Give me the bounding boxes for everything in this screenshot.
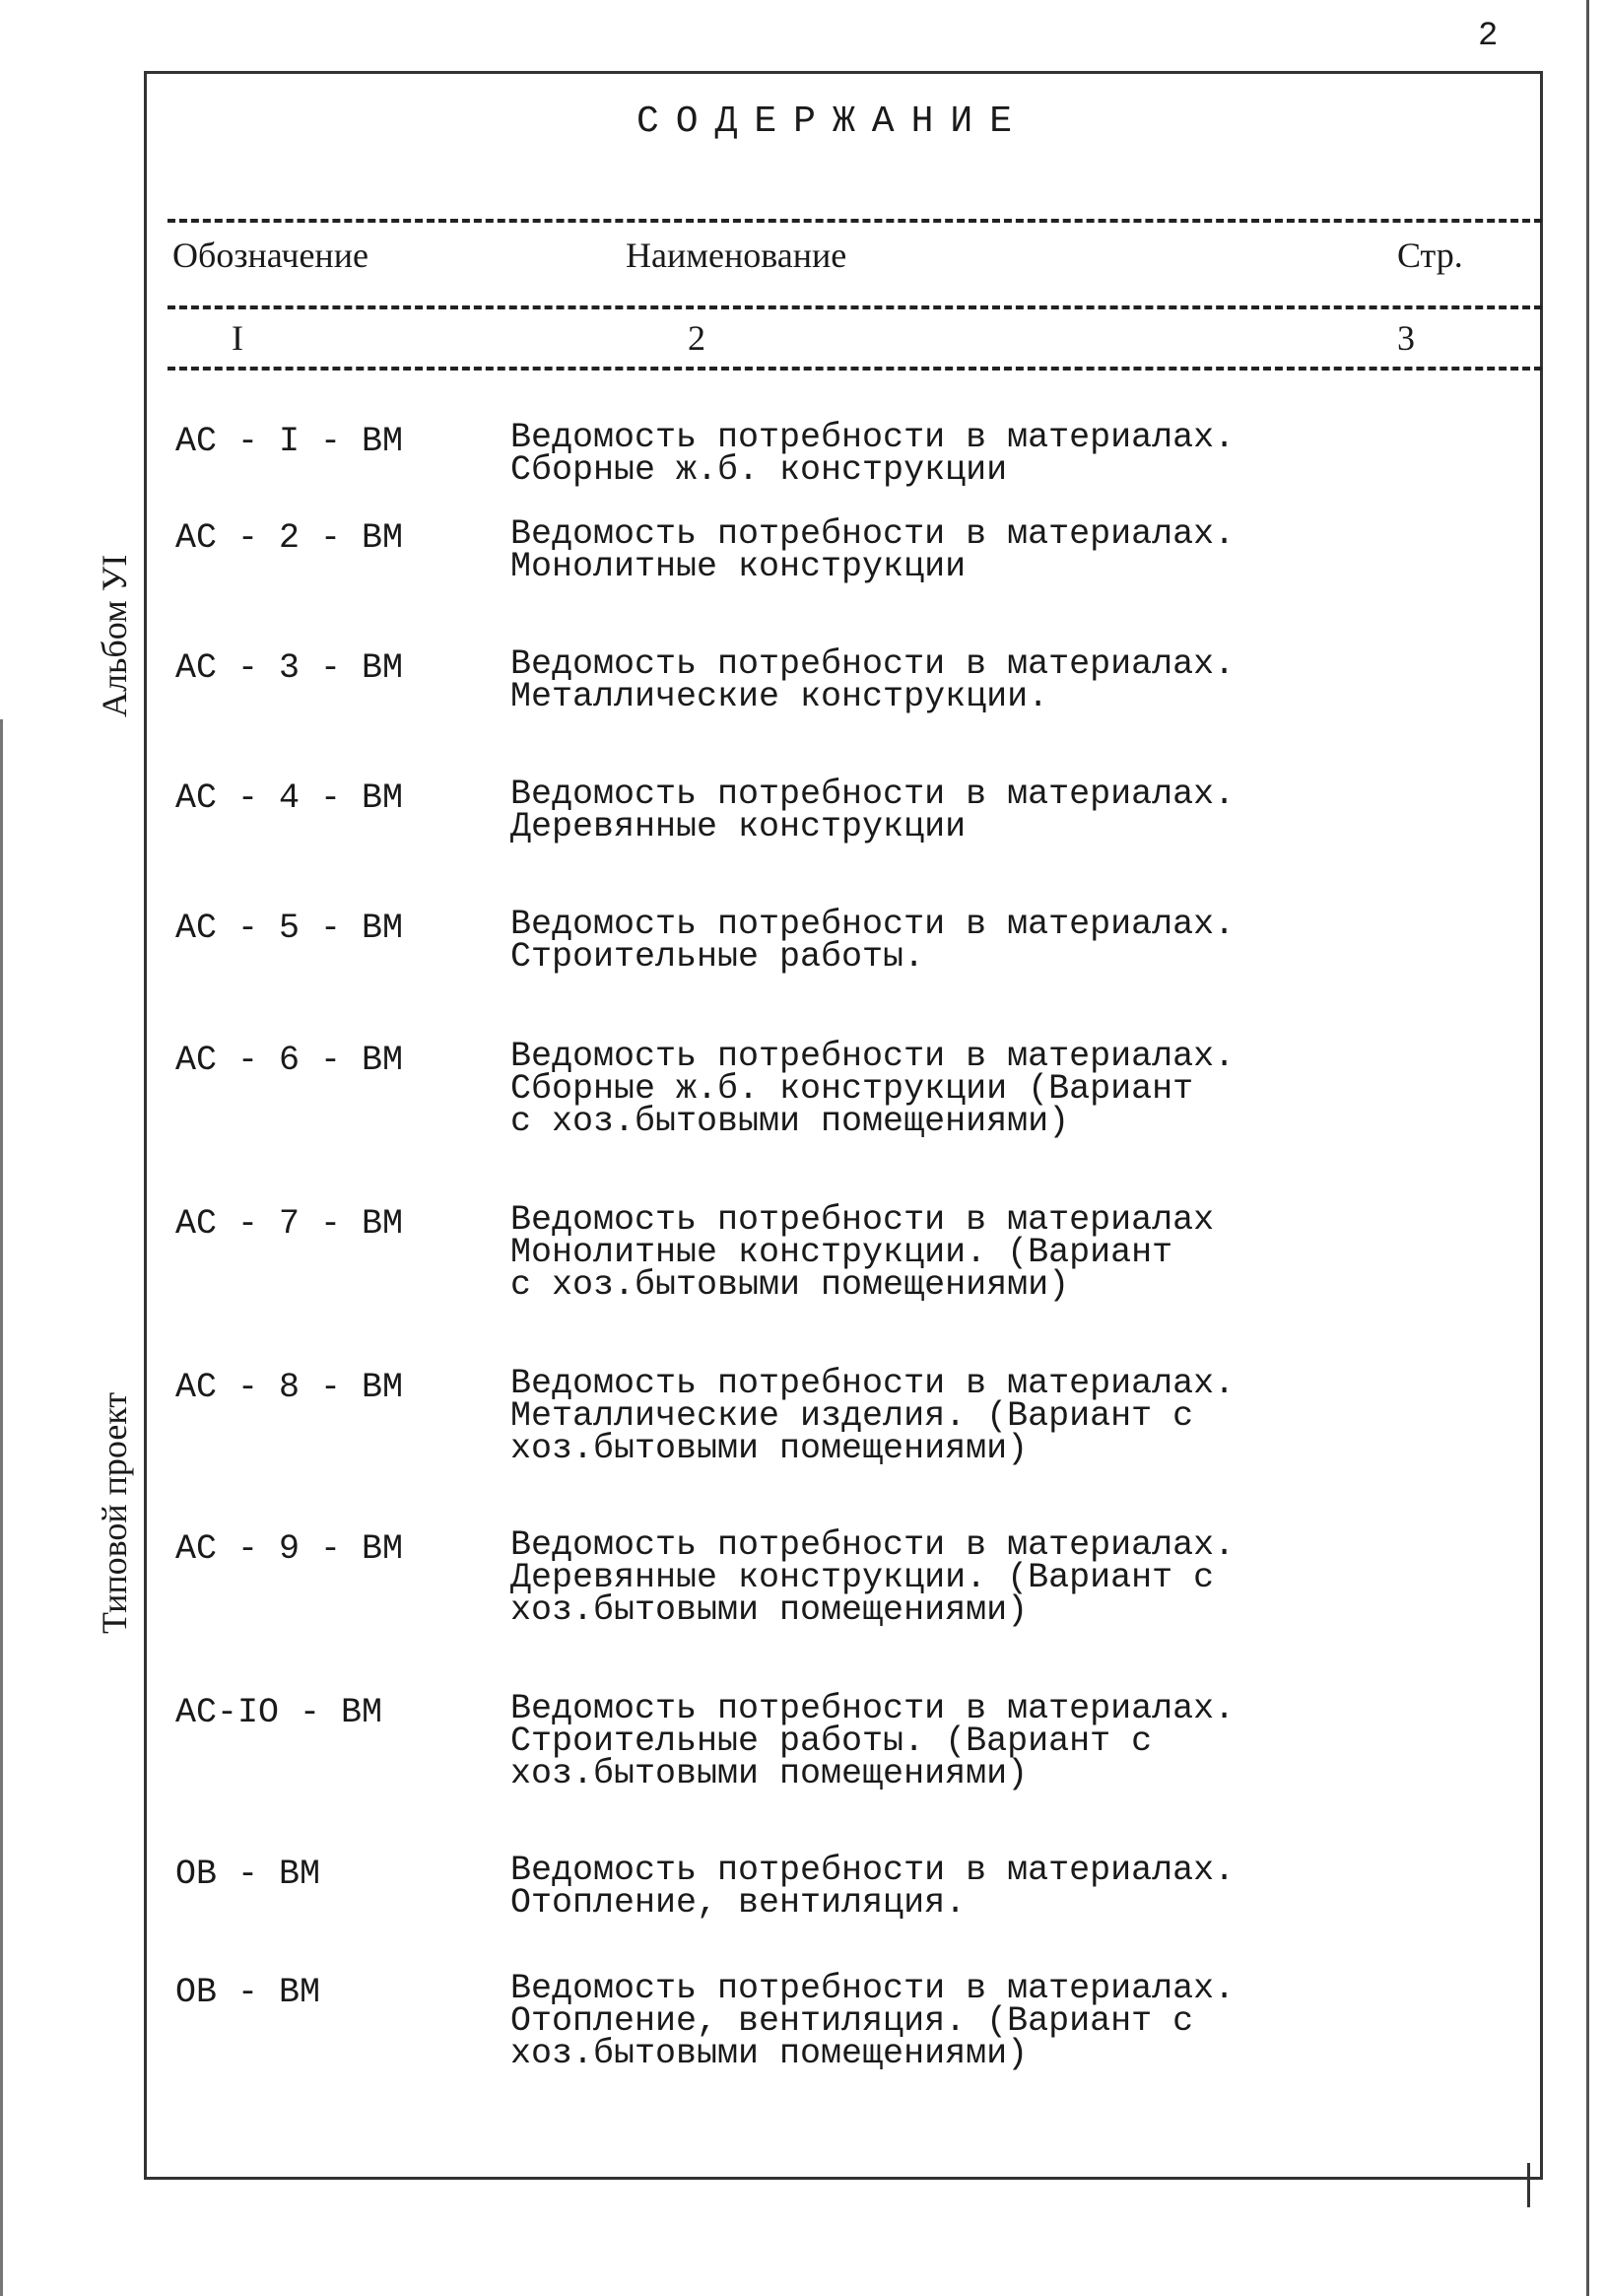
item-name: Ведомость потребности в материалах. Строительные работы. xyxy=(510,905,1236,977)
sheet-left-edge xyxy=(0,719,3,2296)
item-code: АС - 7 - ВМ xyxy=(175,1204,404,1244)
item-code: АС-IO - ВМ xyxy=(175,1693,383,1732)
item-code: АС - 6 - ВМ xyxy=(175,1041,404,1080)
header-designation: Обозначение xyxy=(172,236,368,275)
item-name: Ведомость потребности в материалах. Металлические изделия. (Вариант с хоз.бытовыми помещениями) xyxy=(510,1364,1236,1468)
item-code: ОВ - ВМ xyxy=(175,1973,321,2012)
frame-tick xyxy=(1527,2163,1530,2207)
column-number-1: I xyxy=(232,318,243,358)
item-code: ОВ - ВМ xyxy=(175,1855,321,1894)
item-name: Ведомость потребности в материалах. Отопление, вентиляция. xyxy=(510,1851,1236,1923)
header-divider-middle xyxy=(167,305,1542,309)
item-name: Ведомость потребности в материалах. Металлические конструкции. xyxy=(510,644,1236,716)
item-code: АС - I - ВМ xyxy=(175,422,404,461)
header-name: Наименование xyxy=(626,236,847,275)
item-name: Ведомость потребности в материалах. Деревянные конструкции xyxy=(510,775,1236,846)
header-page: Стр. xyxy=(1397,236,1463,275)
item-code: АС - 9 - ВМ xyxy=(175,1529,404,1569)
project-label: Типовой проект xyxy=(95,1391,134,1634)
page-number: 2 xyxy=(1478,18,1499,55)
item-name: Ведомость потребности в материалах. Отопление, вентиляция. (Вариант с хоз.бытовыми помещениями) xyxy=(510,1969,1236,2073)
item-code: АС - 4 - ВМ xyxy=(175,778,404,818)
column-number-2: 2 xyxy=(688,318,705,358)
item-code: АС - 8 - ВМ xyxy=(175,1368,404,1407)
album-label: Альбом УI xyxy=(95,554,134,717)
item-name: Ведомость потребности в материалах Монолитные конструкции. (Вариант с хоз.бытовыми помещениями) xyxy=(510,1200,1215,1305)
item-name: Ведомость потребности в материалах. Сборные ж.б. конструкции xyxy=(510,418,1236,490)
sheet-right-edge xyxy=(1586,0,1589,2296)
header-divider-top xyxy=(167,219,1542,223)
item-name: Ведомость потребности в материалах. Деревянные конструкции. (Вариант с хоз.бытовыми помещениями) xyxy=(510,1525,1236,1630)
column-number-3: 3 xyxy=(1397,318,1415,358)
item-name: Ведомость потребности в материалах. Монолитные конструкции xyxy=(510,514,1236,586)
header-divider-bottom xyxy=(167,367,1542,371)
page-title: СОДЕРЖАНИЕ xyxy=(636,101,1030,143)
item-code: АС - 5 - ВМ xyxy=(175,909,404,948)
item-name: Ведомость потребности в материалах. Сборные ж.б. конструкции (Вариант с хоз.бытовыми помещениями) xyxy=(510,1037,1236,1141)
item-code: АС - 3 - ВМ xyxy=(175,648,404,688)
item-code: АС - 2 - ВМ xyxy=(175,518,404,558)
item-name: Ведомость потребности в материалах. Строительные работы. (Вариант с хоз.бытовыми помещениями) xyxy=(510,1689,1236,1793)
